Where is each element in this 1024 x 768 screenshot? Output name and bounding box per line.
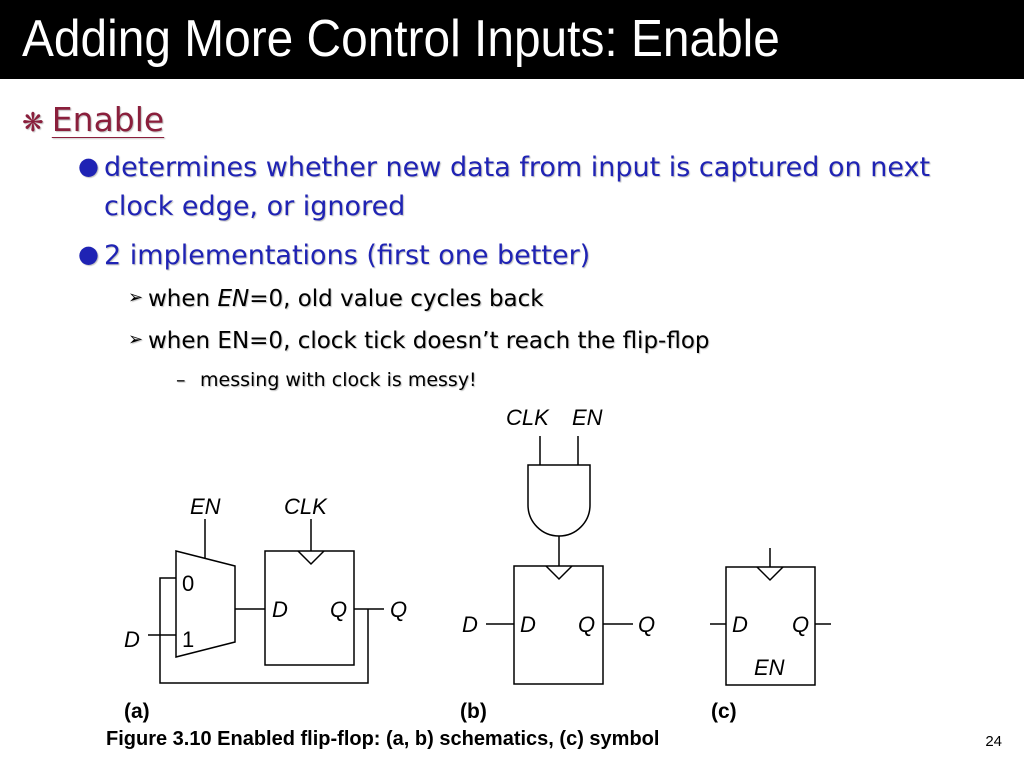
bullet-determines-line2: clock edge, or ignored — [104, 191, 406, 222]
label-a-clk: CLK — [284, 494, 327, 519]
figure-b-labels — [460, 405, 655, 723]
label-c: (c) — [711, 700, 737, 723]
label-b-ff-q: Q — [578, 612, 596, 637]
clock-triangle-b — [546, 566, 572, 579]
sub1-pre: when — [148, 286, 218, 312]
sub1-post: =0, old value cycles back — [249, 286, 544, 312]
dot-bullet-icon: ● — [78, 152, 99, 180]
label-c-ff-en: EN — [754, 655, 785, 680]
figure-a-schematic — [148, 519, 384, 683]
label-a-mux1: 1 — [182, 627, 195, 652]
figure-caption: Figure 3.10 Enabled flip-flop: (a, b) schematics, (c) symbol — [106, 728, 660, 750]
dash-bullet-icon: – — [176, 369, 186, 391]
label-b-q-out: Q — [638, 612, 656, 637]
label-a-q-out: Q — [390, 597, 408, 622]
label-a: (a) — [124, 700, 150, 723]
asterisk-bullet-icon: ❋ — [22, 108, 44, 138]
sub2-note-text: messing with clock is messy! — [200, 369, 477, 391]
label-b-ff-d: D — [520, 612, 536, 637]
figure-b-schematic — [486, 436, 633, 684]
dot-bullet-icon: ● — [78, 240, 99, 268]
label-b-clk: CLK — [506, 405, 549, 430]
label-b-d-in: D — [462, 612, 478, 637]
clock-triangle-c — [757, 567, 783, 580]
label-a-ff-d: D — [272, 597, 288, 622]
arrow-bullet-icon: ➢ — [128, 329, 144, 350]
label-c-ff-d: D — [732, 612, 748, 637]
label-a-en: EN — [190, 494, 221, 519]
page-number: 24 — [985, 733, 1002, 750]
label-b-en: EN — [572, 405, 603, 430]
label-b: (b) — [460, 700, 487, 723]
bullet-enable-text: Enable — [51, 100, 165, 139]
clock-triangle-a — [298, 551, 324, 564]
arrow-bullet-icon: ➢ — [128, 287, 144, 308]
label-a-ff-q: Q — [330, 597, 348, 622]
sub2-text: when EN=0, clock tick doesn’t reach the flip-flop — [148, 328, 710, 354]
and-gate — [528, 465, 590, 536]
label-a-mux0: 0 — [182, 571, 195, 596]
sub1-italic: EN — [217, 286, 250, 312]
label-c-ff-q: Q — [792, 612, 810, 637]
label-a-d-in: D — [124, 627, 140, 652]
bullet-implementations-text: 2 implementations (first one better) — [104, 240, 591, 271]
bullet-determines-line1: determines whether new data from input is captured on next — [104, 152, 931, 183]
slide-title: Adding More Control Inputs: Enable — [22, 10, 780, 68]
